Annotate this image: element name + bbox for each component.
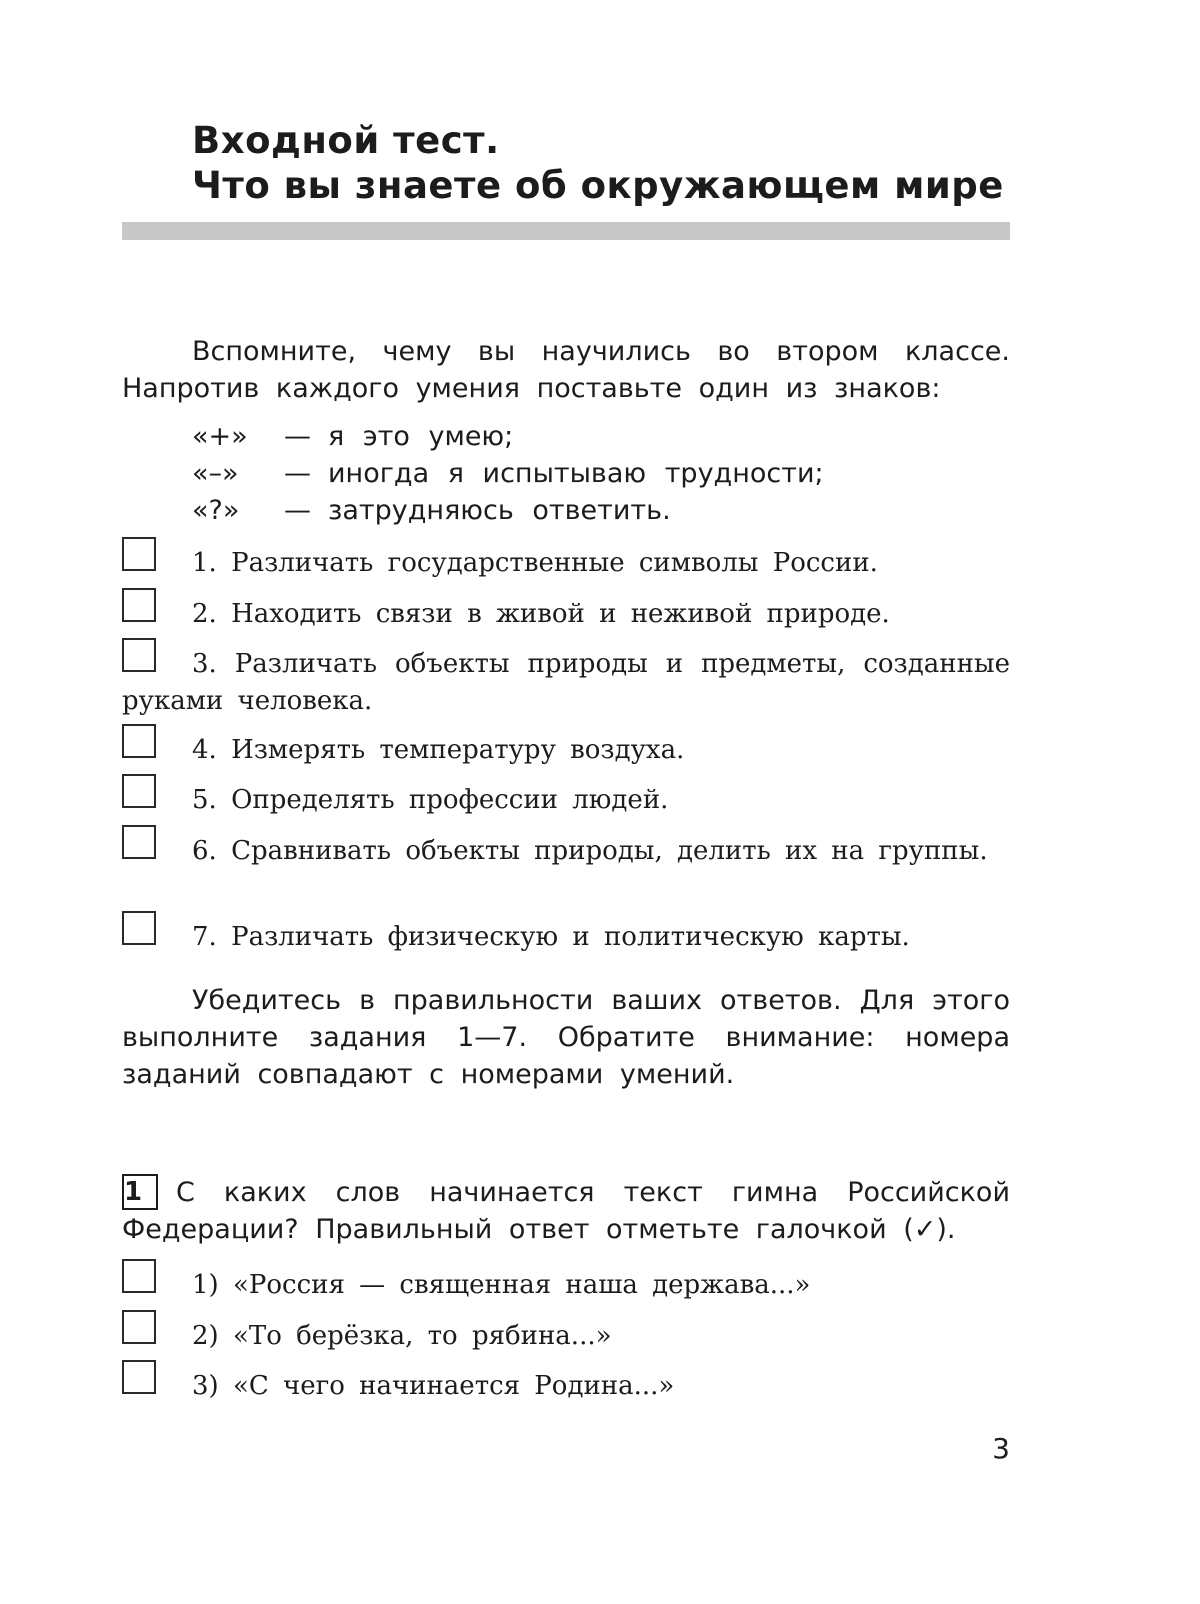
- skill-text: 7. Различать физическую и политическую карты.: [192, 922, 910, 952]
- skill-checkbox[interactable]: [122, 537, 156, 571]
- legend-item: «?» — затрудняюсь ответить.: [192, 495, 671, 526]
- skill-item: [122, 833, 1010, 870]
- answer-text: 3) «С чего начинается Родина...»: [192, 1371, 675, 1401]
- skill-text: 3. Различать объекты природы и предметы, созданные руками человека.: [122, 649, 1010, 716]
- skill-text: 5. Определять профессии людей.: [192, 785, 669, 815]
- legend-item: «+» — я это умею;: [192, 421, 514, 452]
- skill-checkbox[interactable]: [122, 588, 156, 622]
- answer-checkbox[interactable]: [122, 1310, 156, 1344]
- page-number: 3: [992, 1432, 1010, 1465]
- answer-option: [122, 1318, 1010, 1355]
- title-line-2: Что вы знаете об окружающем мире: [192, 164, 1004, 207]
- skill-checkbox[interactable]: [122, 911, 156, 945]
- answer-option: [122, 1368, 1010, 1405]
- check-paragraph: Убедитесь в правильности ваших ответов. Для этого выполните задания 1—7. Обратите внимание: номера заданий совпадают с номерами умений.: [122, 985, 1010, 1090]
- answer-checkbox[interactable]: [122, 1259, 156, 1293]
- legend-item: «–» — иногда я испытываю трудности;: [192, 458, 824, 489]
- intro-paragraph: Вспомните, чему вы научились во втором классе. Напротив каждого умения поставьте один из знаков:: [122, 336, 1010, 404]
- skill-checkbox[interactable]: [122, 825, 156, 859]
- answer-text: 1) «Россия — священная наша держава...»: [192, 1270, 811, 1300]
- skill-text: 1. Различать государственные символы России.: [192, 548, 878, 578]
- skill-text: 4. Измерять температуру воздуха.: [192, 735, 685, 765]
- task-1-question-block: [122, 1174, 1010, 1248]
- title-line-1: Входной тест.: [192, 119, 500, 162]
- answer-option: [122, 1267, 1010, 1304]
- skill-item: [122, 782, 1010, 819]
- skill-checkbox[interactable]: [122, 774, 156, 808]
- skill-item: [122, 919, 1010, 956]
- skill-item: [122, 646, 1010, 720]
- symbol-legend: [192, 418, 1010, 529]
- answer-checkbox[interactable]: [122, 1360, 156, 1394]
- answer-text: 2) «То берёзка, то рябина...»: [192, 1321, 612, 1351]
- skill-item: [122, 732, 1010, 769]
- page-title: [192, 118, 1004, 208]
- skill-text: 6. Сравнивать объекты природы, делить их на группы.: [192, 836, 988, 866]
- task-number-badge: 1: [122, 1174, 158, 1210]
- task-1-question: С каких слов начинается текст гимна Российской Федерации? Правильный ответ отметьте галочкой (✓).: [122, 1177, 1010, 1245]
- title-divider: [122, 222, 1010, 240]
- skill-item: [122, 545, 1010, 582]
- skill-item: [122, 596, 1010, 633]
- skill-checkbox[interactable]: [122, 724, 156, 758]
- skill-text: 2. Находить связи в живой и неживой природе.: [192, 599, 890, 629]
- skill-checkbox[interactable]: [122, 638, 156, 672]
- page: [122, 0, 1010, 1604]
